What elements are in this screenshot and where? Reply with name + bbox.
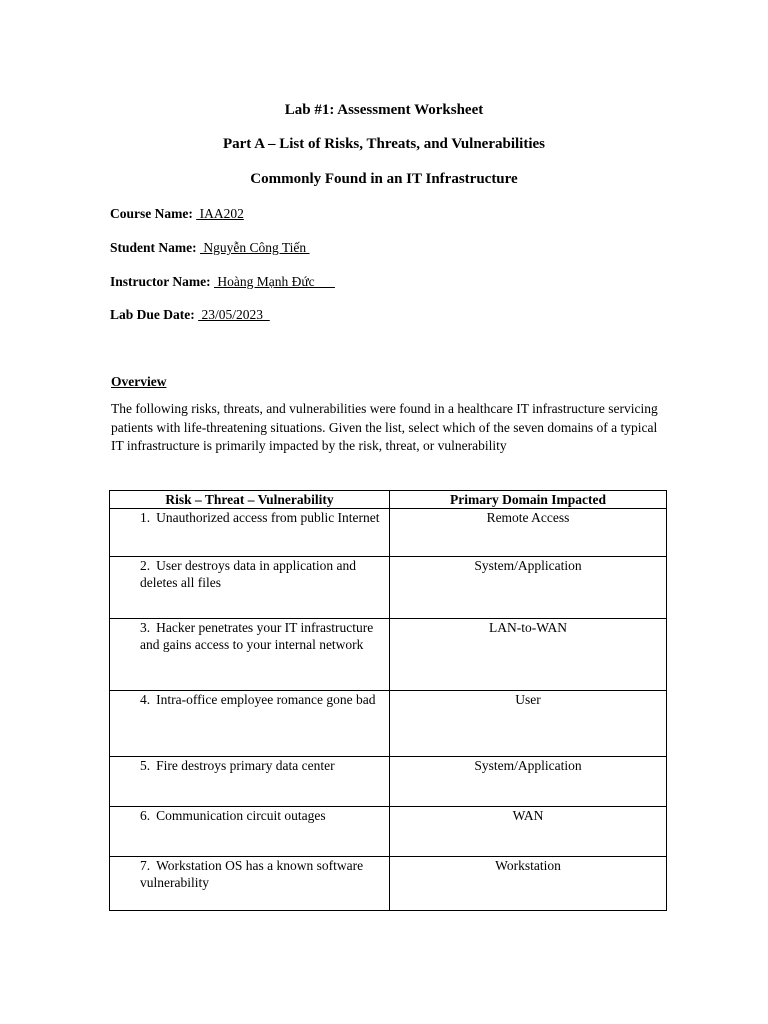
risk-text: Communication circuit outages	[156, 808, 326, 823]
risk-number: 4.	[140, 692, 151, 707]
table-header-row	[110, 491, 667, 509]
course-name-field	[110, 205, 244, 222]
risk-number: 6.	[140, 808, 151, 823]
risk-text: User destroys data in application and deletes all files	[140, 558, 356, 590]
document-subtitle-infrastructure: Commonly Found in an IT Infrastructure	[250, 171, 518, 187]
lab-due-date-field	[110, 306, 270, 323]
document-subtitle-part-a: Part A – List of Risks, Threats, and Vulnerabilities	[222, 136, 545, 152]
overview-paragraph: The following risks, threats, and vulnerabilities were found in a healthcare IT infrastructure servicing patients with life-threatening situations. Given the list, select which of the seven domains of a typical IT infrastructure is primarily impacted by the risk, threat, or vulnerability	[111, 401, 658, 453]
table-row	[110, 619, 667, 691]
risk-text: Hacker penetrates your IT infrastructure and gains access to your internal network	[140, 620, 374, 652]
table-row	[110, 857, 667, 911]
domain-cell: User	[390, 691, 667, 757]
risk-column-header: Risk – Threat – Vulnerability	[110, 491, 390, 509]
domain-cell: Workstation	[390, 857, 667, 911]
course-name-label: Course Name:	[110, 206, 193, 221]
risk-cell	[110, 509, 390, 557]
risk-number: 2.	[140, 558, 151, 573]
table-row	[110, 509, 667, 557]
risk-domain-table	[109, 490, 667, 911]
domain-cell: System/Application	[390, 757, 667, 807]
overview-heading: Overview	[111, 374, 167, 389]
instructor-name-field	[110, 273, 335, 290]
student-name-label: Student Name:	[110, 240, 197, 255]
risk-cell	[110, 757, 390, 807]
risk-cell	[110, 691, 390, 757]
risk-text: Unauthorized access from public Internet	[156, 510, 380, 525]
risk-cell	[110, 807, 390, 857]
domain-cell: System/Application	[390, 557, 667, 619]
lab-due-date-value: 23/05/2023	[198, 307, 270, 322]
domain-cell: WAN	[390, 807, 667, 857]
domain-cell: Remote Access	[390, 509, 667, 557]
risk-number: 1.	[140, 510, 151, 525]
risk-cell	[110, 857, 390, 911]
domain-column-header: Primary Domain Impacted	[390, 491, 667, 509]
course-name-value: IAA202	[196, 206, 244, 221]
risk-text: Workstation OS has a known software vulnerability	[140, 858, 364, 890]
instructor-name-label: Instructor Name:	[110, 274, 211, 289]
risk-number: 5.	[140, 758, 151, 773]
lab-due-date-label: Lab Due Date:	[110, 307, 195, 322]
risk-text: Intra-office employee romance gone bad	[156, 692, 376, 707]
student-name-value: Nguyễn Công Tiến	[200, 240, 310, 255]
domain-cell: LAN-to-WAN	[390, 619, 667, 691]
risk-number: 7.	[140, 858, 151, 873]
risk-cell	[110, 619, 390, 691]
risk-text: Fire destroys primary data center	[156, 758, 335, 773]
table-row	[110, 757, 667, 807]
document-title: Lab #1: Assessment Worksheet	[284, 102, 484, 118]
table-row	[110, 691, 667, 757]
table-row	[110, 807, 667, 857]
instructor-name-value: Hoàng Mạnh Đức	[213, 274, 335, 289]
table-row	[110, 557, 667, 619]
risk-number: 3.	[140, 620, 151, 635]
risk-cell	[110, 557, 390, 619]
student-name-field	[110, 239, 310, 256]
